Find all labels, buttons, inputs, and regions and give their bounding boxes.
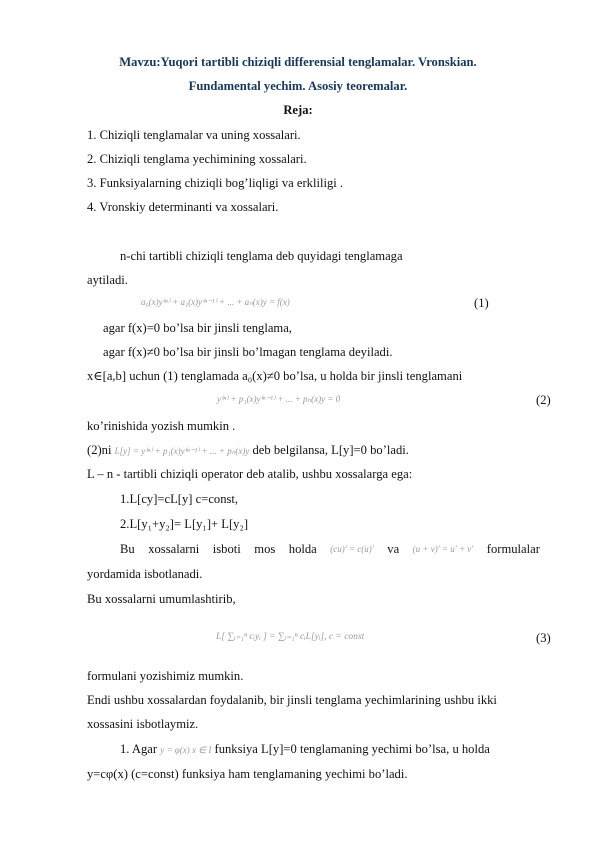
equation-3: L[ ∑ᵢ₌₁ⁿ cᵢyᵢ ] = ∑ᵢ₌₁ⁿ cᵢL[yᵢ], c = const <box>216 632 365 642</box>
definition-line <box>87 442 409 459</box>
derivative-sum-formula: (u + v)′ = u′ + v′ <box>412 544 474 554</box>
theorem-1-prefix: 1. Agar <box>120 742 158 756</box>
property-2: 2.L[y₁+y₂]= L[y₁]+ L[y₂] <box>120 517 249 531</box>
intro-line-2: aytiladi. <box>87 273 128 287</box>
plan-heading: Reja: <box>283 103 313 117</box>
proof-word: holda <box>288 542 317 556</box>
property-1: 1.L[cy]=cL[y] c=const, <box>120 492 239 506</box>
plan-item-3: 3. Funksiyalarning chiziqli bog’liqligi va erkliligi . <box>87 176 344 190</box>
homogeneous-line: agar f(x)=0 bo’lsa bir jinsli tenglama, <box>103 321 292 335</box>
plan-item-4: 4. Vronskiy determinanti va xossalari. <box>87 200 279 214</box>
now-line-2: xossasini isbotlaymiz. <box>87 717 199 731</box>
definition-suffix: deb belgilansa, L[y]=0 bo’ladi. <box>252 443 409 457</box>
proof-line-2: yordamida isbotlanadi. <box>87 567 203 581</box>
theorem-1-line-2: y=cφ(x) (c=const) funksiya ham tenglamaning yechimi bo’ladi. <box>87 767 408 781</box>
proof-line <box>120 541 540 557</box>
equation-2-number: (2) <box>536 393 551 407</box>
write-line: formulani yozishimiz mumkin. <box>87 669 244 683</box>
definition-prefix: (2)ni <box>87 443 112 457</box>
generalize-line: Bu xossalarni umumlashtirib, <box>87 592 236 606</box>
theorem-1-suffix: funksiya L[y]=0 tenglamaning yechimi bo’lsa, u holda <box>214 742 490 756</box>
equation-1-number: (1) <box>474 296 489 310</box>
proof-word: mos <box>254 542 276 556</box>
derivative-scalar-formula: (cu)′ = c(u)′ <box>330 544 374 554</box>
proof-word: Bu <box>120 542 135 556</box>
operator-line: L – n - tartibli chiziqli operator deb atalib, ushbu xossalarga ega: <box>87 467 413 481</box>
now-line-1-text: Endi ushbu xossalardan foydalanib, bir jinsli tenglama yechimlarining ushbu ikki <box>87 693 497 707</box>
intro-line-1: n-chi tartibli chiziqli tenglama deb quyidagi tenglamaga <box>120 249 403 263</box>
theorem-1-formula: y = φ(x) x ∈ I <box>160 745 212 755</box>
form-line: ko’rinishida yozish mumkin . <box>87 419 236 433</box>
equation-3-number: (3) <box>536 631 551 645</box>
proof-word: isboti <box>212 542 241 556</box>
plan-item-1: 1. Chiziqli tenglamalar va uning xossalari. <box>87 128 301 142</box>
proof-conjunction: va <box>387 542 400 556</box>
plan-item-2: 2. Chiziqli tenglama yechimining xossalari. <box>87 152 307 166</box>
document-title-line2: Fundamental yechim. Asosiy teoremalar. <box>188 79 408 93</box>
equation-2: y⁽ⁿ⁾ + p₁(x)y⁽ⁿ⁻¹⁾ + ... + pₙ(x)y = 0 <box>217 394 341 404</box>
equation-1: a₀(x)y⁽ⁿ⁾ + a₁(x)y⁽ⁿ⁻¹⁾ + ... + aₙ(x)y = f(x) <box>141 297 290 307</box>
document-title-line1: Mavzu:Yuqori tartibli chiziqli differensial tenglamalar. Vronskian. <box>119 55 477 69</box>
proof-end-word: formulalar <box>486 542 540 556</box>
interval-condition-line: x∈[a,b] uchun (1) tenglamada a₀(x)≠0 bo’lsa, u holda bir jinsli tenglamani <box>87 369 463 383</box>
now-line-1 <box>87 692 540 708</box>
theorem-1-line <box>120 741 540 758</box>
operator-formula: L[y] = y⁽ⁿ⁾ + p₁(x)y⁽ⁿ⁻¹⁾ + ... + pₙ(x)y <box>114 446 250 456</box>
proof-word: xossalarni <box>148 542 200 556</box>
nonhomogeneous-line: agar f(x)≠0 bo’lsa bir jinsli bo’lmagan tenglama deyiladi. <box>103 345 393 359</box>
